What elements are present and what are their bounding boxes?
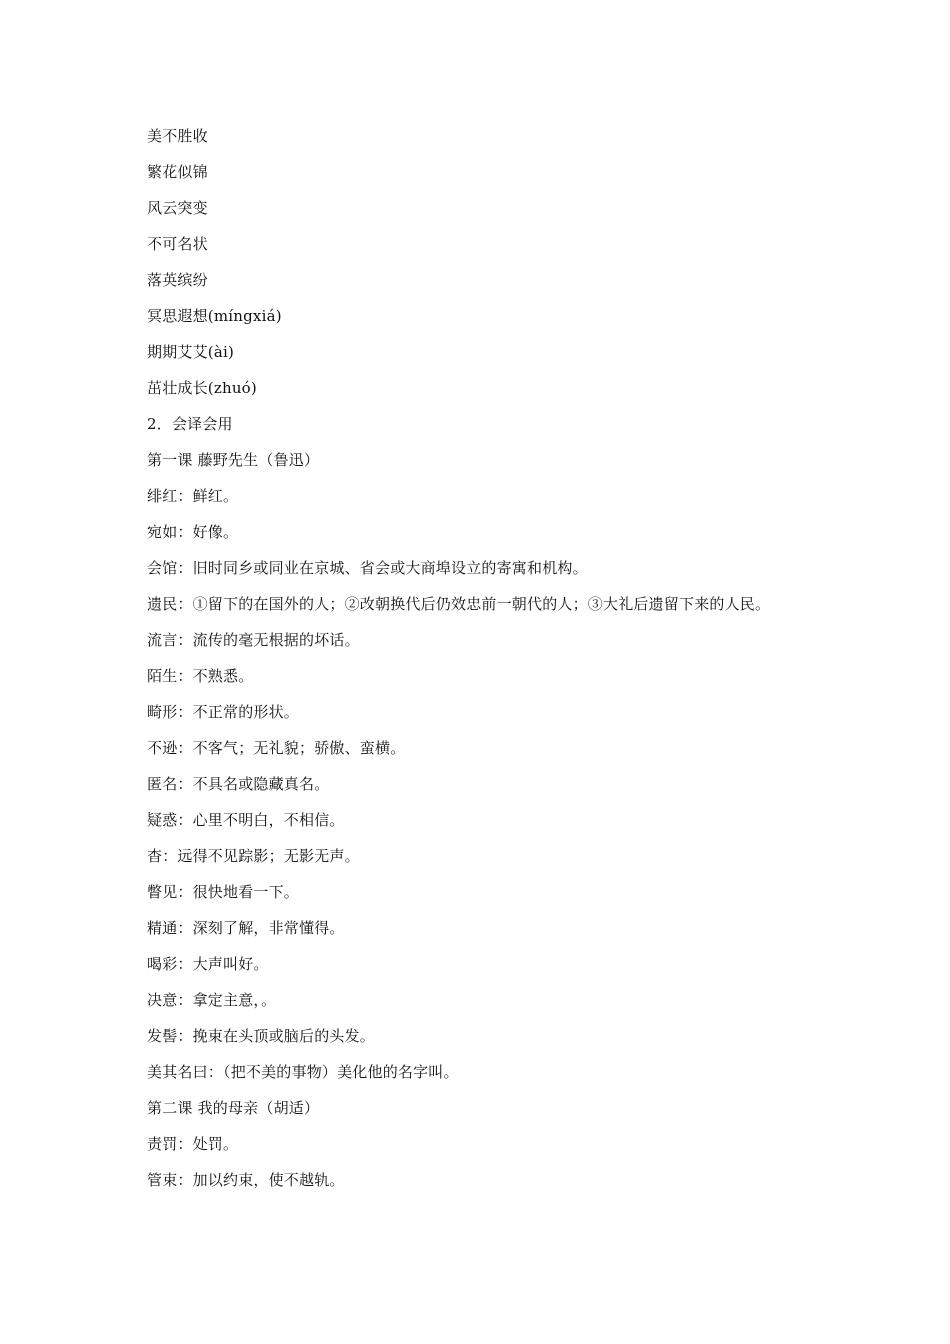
text-line: 期期艾艾(ài): [147, 343, 235, 361]
text-line: 流言：流传的毫无根据的坏话。: [147, 631, 360, 649]
text-line: 发髻：挽束在头顶或脑后的头发。: [147, 1027, 376, 1045]
text-line: 遗民：①留下的在国外的人；②改朝换代后仍效忠前一朝代的人；③大礼后遗留下来的人民。: [147, 595, 771, 613]
text-line: 繁花似锦: [147, 163, 208, 181]
text-lines: [147, 118, 907, 1198]
text-line: 风云突变: [147, 199, 208, 217]
text-line: 责罚：处罚。: [147, 1135, 239, 1153]
text-line: 会馆：旧时同乡或同业在京城、省会或大商埠设立的寄寓和机构。: [147, 559, 588, 577]
text-line: 疑惑：心里不明白，不相信。: [147, 811, 345, 829]
text-line: 精通：深刻了解，非常懂得。: [147, 919, 345, 937]
lesson-heading: 第二课 我的母亲（胡适）: [147, 1099, 320, 1117]
text-line: 喝彩：大声叫好。: [147, 955, 269, 973]
text-line: 瞥见：很快地看一下。: [147, 883, 300, 901]
text-line: 匿名：不具名或隐藏真名。: [147, 775, 330, 793]
text-line: 畸形：不正常的形状。: [147, 703, 300, 721]
text-line: 杳：远得不见踪影；无影无声。: [147, 847, 360, 865]
text-line: 美其名曰：（把不美的事物）美化他的名字叫。: [147, 1063, 459, 1081]
text-line: 决意：拿定主意，。: [147, 991, 277, 1009]
text-line: 不逊：不客气；无礼貌；骄傲、蛮横。: [147, 739, 406, 757]
section-heading: 2．会译会用: [147, 415, 233, 433]
text-line: 绯红：鲜红。: [147, 487, 239, 505]
text-line: 管束：加以约束，使不越轨。: [147, 1171, 345, 1189]
lesson-heading: 第一课 藤野先生（鲁迅）: [147, 451, 320, 469]
text-line: 宛如：好像。: [147, 523, 239, 541]
text-line: 茁壮成长(zhuó): [147, 379, 257, 397]
text-line: 冥思遐想(míngxiá): [147, 307, 282, 325]
text-line: 落英缤纷: [147, 271, 208, 289]
text-line: 不可名状: [147, 235, 208, 253]
text-line: 美不胜收: [147, 127, 208, 145]
text-line: 陌生：不熟悉。: [147, 667, 254, 685]
